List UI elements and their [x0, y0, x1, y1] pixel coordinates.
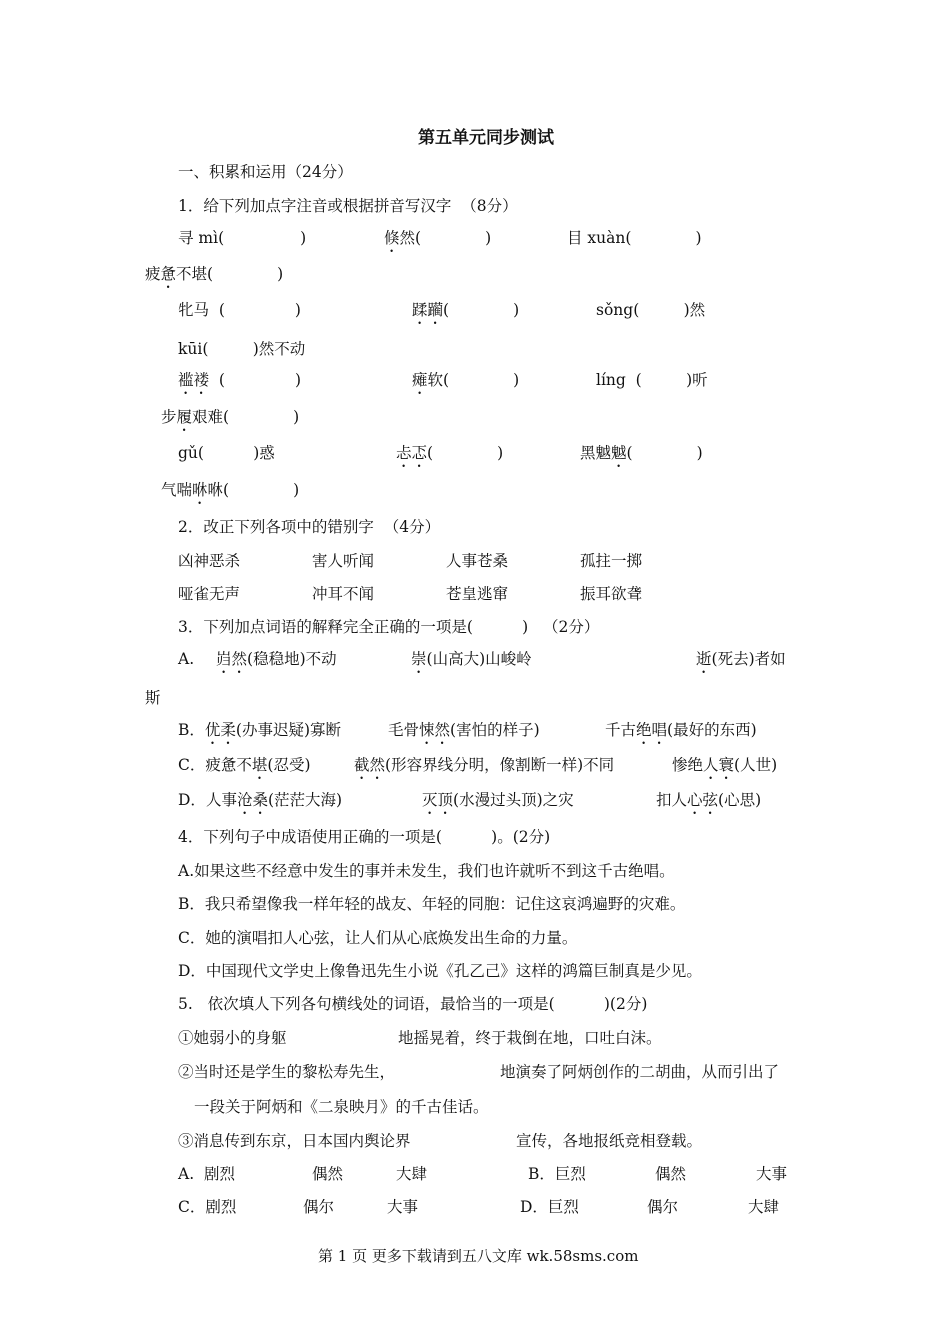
q5-option-d-word: 偶尔 [647, 1198, 679, 1216]
q1-item-pinma: 牝马 ( ) [178, 301, 301, 319]
q2-word: 凶神恶杀 [178, 552, 241, 570]
question-5-stem: 5. 依次填人下列各句横线处的词语，最恰当的一项是( )(2分) [178, 995, 648, 1013]
q1-item-song: sǒng( )然 [596, 301, 706, 319]
q2-word: 哑雀无声 [178, 585, 241, 603]
page-footer: 第 1 页 更多下载请到五八文库 wk.58sms.com [318, 1247, 639, 1265]
q3-option-d-part3: 扣人心弦(心思) [656, 791, 762, 809]
q5-sentence-2-rest: 地演奏了阿炳创作的二胡曲，从而引出了 [500, 1063, 780, 1081]
q5-option-a: A. 剧烈 [178, 1165, 235, 1183]
q3-option-c-part3: 惨绝人寰(人世) [672, 756, 778, 774]
q3-option-a-part2: 崇(山高大)山峻岭 [411, 650, 532, 668]
q1-item-mi: 寻 mì( ) [178, 229, 307, 247]
q3-option-c: C．疲惫不堪(忍受) [178, 756, 311, 774]
question-1-stem: 1．给下列加点字注音或根据拼音写汉字 （8分） [178, 197, 518, 215]
q3-option-b: B．优柔(办事迟疑)寡断 [178, 721, 342, 739]
q5-option-d-word: 大肆 [748, 1198, 780, 1216]
q1-item-xuan: 目 xuàn( ) [567, 229, 702, 247]
q1-item-heixuxu: 黑魆魆( ) [580, 444, 703, 462]
q5-option-b-word: 偶然 [655, 1165, 687, 1183]
q5-sentence-2: ②当时还是学生的黎松寿先生， [178, 1063, 396, 1081]
q1-item-tanruan: 瘫软( ) [412, 371, 520, 389]
q3-option-b-part3: 千古绝唱(最好的东西) [605, 721, 757, 739]
q1-item-tante: 忐忑( ) [396, 444, 504, 462]
question-3-stem: 3．下列加点词语的解释完全正确的一项是( ) （2分） [178, 618, 600, 636]
q5-sentence-1: ①她弱小的身躯 [178, 1029, 287, 1047]
q5-option-d: D．巨烈 [520, 1198, 579, 1216]
q1-item-ling: líng ( )听 [596, 371, 708, 389]
q2-word: 害人听闻 [312, 552, 375, 570]
q1-item-bulvjiannan: 步履艰难( ) [161, 408, 300, 426]
q1-item-shuran: 倏然( ) [384, 229, 492, 247]
q5-sentence-2-cont: 一段关于阿炳和《二泉映月》的千古佳话。 [194, 1098, 489, 1116]
q2-word: 苍皇逃窜 [446, 585, 509, 603]
q3-option-b-part2: 毛骨悚然(害怕的样子) [388, 721, 540, 739]
q1-item-roulin: 蹂躏( ) [412, 301, 520, 319]
q5-sentence-3-rest: 宣传，各地报纸竞相登载。 [516, 1132, 703, 1150]
q5-sentence-3: ③消息传到东京，日本国内舆论界 [178, 1132, 411, 1150]
q3-option-c-part2: 截然(形容界线分明，像割断一样)不同 [354, 756, 615, 774]
q3-option-a-part3: 逝(死去)者如 [696, 650, 786, 668]
q2-word: 冲耳不闻 [312, 585, 375, 603]
q5-option-b-word: 大事 [756, 1165, 788, 1183]
section-heading: 一、积累和运用（24分） [178, 163, 353, 181]
q5-option-c-word: 大事 [387, 1198, 419, 1216]
q3-option-a-cont: 斯 [145, 689, 161, 707]
q1-item-gu: gǔ( )惑 [178, 444, 275, 462]
question-4-stem: 4．下列句子中成语使用正确的一项是( )。(2分) [178, 828, 551, 846]
q3-option-d: D．人事沧桑(茫茫大海) [178, 791, 343, 809]
q2-word: 人事苍桑 [446, 552, 509, 570]
q1-item-pibeibukan: 疲惫不堪( ) [145, 265, 284, 283]
q5-option-a-word: 大肆 [396, 1165, 428, 1183]
q2-word: 孤拄一掷 [580, 552, 643, 570]
q5-option-a-word: 偶然 [312, 1165, 344, 1183]
q2-word: 振耳欲聋 [580, 585, 643, 603]
q4-option-c: C．她的演唱扣人心弦，让人们从心底焕发出生命的力量。 [178, 929, 578, 947]
q5-sentence-1-rest: 地摇晃着，终于栽倒在地，口吐白沫。 [398, 1029, 662, 1047]
q5-option-c: C．剧烈 [178, 1198, 237, 1216]
q3-option-a: A. 岿然(稳稳地)不动 [178, 650, 337, 668]
q4-option-d: D．中国现代文学史上像鲁迅先生小说《孔乙己》这样的鸿篇巨制真是少见。 [178, 962, 702, 980]
question-2-stem: 2．改正下列各项中的错别字 （4分） [178, 518, 441, 536]
q3-option-d-part2: 灭顶(水漫过头顶)之灾 [422, 791, 574, 809]
q1-item-lanlv: 褴褛 ( ) [178, 371, 301, 389]
q4-option-b: B．我只希望像我一样年轻的战友、年轻的同胞：记住这哀鸿遍野的灾难。 [178, 895, 686, 913]
q1-item-qichuanxiuxiu: 气喘咻咻( ) [161, 481, 300, 499]
page-title: 第五单元同步测试 [418, 128, 554, 148]
q4-option-a: A.如果这些不经意中发生的事并未发生，我们也许就听不到这千古绝唱。 [178, 862, 675, 880]
q5-option-c-word: 偶尔 [303, 1198, 335, 1216]
q5-option-b: B．巨烈 [528, 1165, 586, 1183]
q1-item-kui: kūi( )然不动 [178, 340, 306, 358]
